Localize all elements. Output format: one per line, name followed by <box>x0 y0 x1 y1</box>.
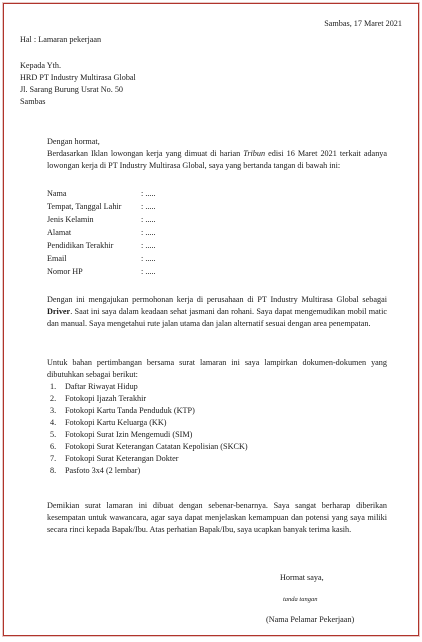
field-label: Pendidikan Terakhir <box>47 241 114 250</box>
list-item <box>47 453 248 465</box>
application-position: Driver <box>47 307 71 316</box>
field-label: Jenis Kelamin <box>47 215 94 224</box>
letter-page <box>3 3 419 636</box>
list-item <box>47 417 248 429</box>
field-value: : ..... <box>141 267 156 276</box>
field-value: : ..... <box>141 228 156 237</box>
recipient-company: HRD PT Industry Multirasa Global <box>20 73 136 82</box>
list-item <box>47 441 248 453</box>
closing-paragraph: Demikian surat lamaran ini dibuat dengan sebenar-benarnya. Saya sangat berharap diberikan kesempatan untuk wawancara, agar saya dapat menjelaskan kemampuan dan potensi yang saya miliki secara rinci kepada Bapak/Ibu. Atas perhatian Bapak/Ibu, saya ucapkan banyak terima kasih. <box>47 501 387 534</box>
list-text: Pasfoto 3x4 (2 lembar) <box>65 466 141 475</box>
intro-paragraph <box>47 148 387 172</box>
list-number: 4. <box>50 418 57 427</box>
list-number: 5. <box>50 430 57 439</box>
field-label: Nama <box>47 189 67 198</box>
field-value: : ..... <box>141 202 156 211</box>
field-row <box>47 201 247 213</box>
list-text: Fotokopi Ijazah Terakhir <box>65 394 147 403</box>
field-value: : ..... <box>141 215 156 224</box>
field-row <box>47 214 247 226</box>
letter-subject: Hal : Lamaran pekerjaan <box>20 35 102 44</box>
opening-salutation: Dengan hormat, <box>47 137 100 146</box>
list-text: Daftar Riwayat Hidup <box>65 382 138 391</box>
list-text: Fotokopi Surat Izin Mengemudi (SIM) <box>65 430 193 439</box>
field-value: : ..... <box>141 241 156 250</box>
field-label: Email <box>47 254 67 263</box>
recipient-greeting: Kepada Yth. <box>20 61 62 70</box>
list-number: 1. <box>50 382 57 391</box>
list-number: 7. <box>50 454 57 463</box>
field-label: Nomor HP <box>47 267 83 276</box>
intro-newspaper: Tribun <box>243 149 266 158</box>
field-row <box>47 227 247 239</box>
application-paragraph <box>47 294 387 330</box>
list-item <box>47 405 248 417</box>
list-number: 6. <box>50 442 57 451</box>
recipient-address: Jl. Sarang Burung Usrat No. 50 <box>20 85 124 94</box>
field-row <box>47 240 247 252</box>
signature: tanda tangan <box>283 596 318 603</box>
letter-date: Sambas, 17 Maret 2021 <box>324 19 402 28</box>
list-text: Fotokopi Kartu Tanda Penduduk (KTP) <box>65 406 195 415</box>
field-row <box>47 253 247 265</box>
list-text: Fotokopi Surat Keterangan Dokter <box>65 454 179 463</box>
list-item <box>47 381 248 393</box>
application-text-2: . Saat ini saya dalam keadaan sehat jasmani dan rohani. Saya dapat mengemudikan mobil matic dan manual. Saya mengetahui rute jalan utama dan jalan alternatif sesuai dengan area penempatan. <box>47 307 387 328</box>
signer-name: (Nama Pelamar Pekerjaan) <box>266 615 355 624</box>
list-item <box>47 429 248 441</box>
list-number: 3. <box>50 406 57 415</box>
list-text: Fotokopi Kartu Keluarga (KK) <box>65 418 167 427</box>
list-item <box>47 465 248 477</box>
list-item <box>47 393 248 405</box>
field-row <box>47 266 247 278</box>
recipient-city: Sambas <box>20 97 46 106</box>
intro-text-2: edisi 16 Maret 2021 terkait adanya lowongan kerja di PT Industry Multirasa Global, saya yang bertanda tangan di bawah ini: <box>47 149 388 170</box>
list-number: 2. <box>50 394 57 403</box>
list-number: 8. <box>50 466 57 475</box>
list-text: Fotokopi Surat Keterangan Catatan Kepolisian (SKCK) <box>65 442 248 451</box>
field-value: : ..... <box>141 189 156 198</box>
field-row <box>47 188 247 200</box>
attachments-list <box>47 381 248 477</box>
field-label: Alamat <box>47 228 72 237</box>
signoff: Hormat saya, <box>280 573 324 582</box>
field-value: : ..... <box>141 254 156 263</box>
field-label: Tempat, Tanggal Lahir <box>47 202 122 211</box>
intro-text-1: Berdasarkan Iklan lowongan kerja yang dimuat di harian <box>47 149 244 158</box>
attachments-intro: Untuk bahan pertimbangan bersama surat lamaran ini saya lampirkan dokumen-dokumen yang dibutuhkan sebagai berikut: <box>47 358 387 379</box>
application-text-1: Dengan ini mengajukan permohonan kerja di perusahaan di PT Industry Multirasa Global sebagai <box>47 295 387 304</box>
